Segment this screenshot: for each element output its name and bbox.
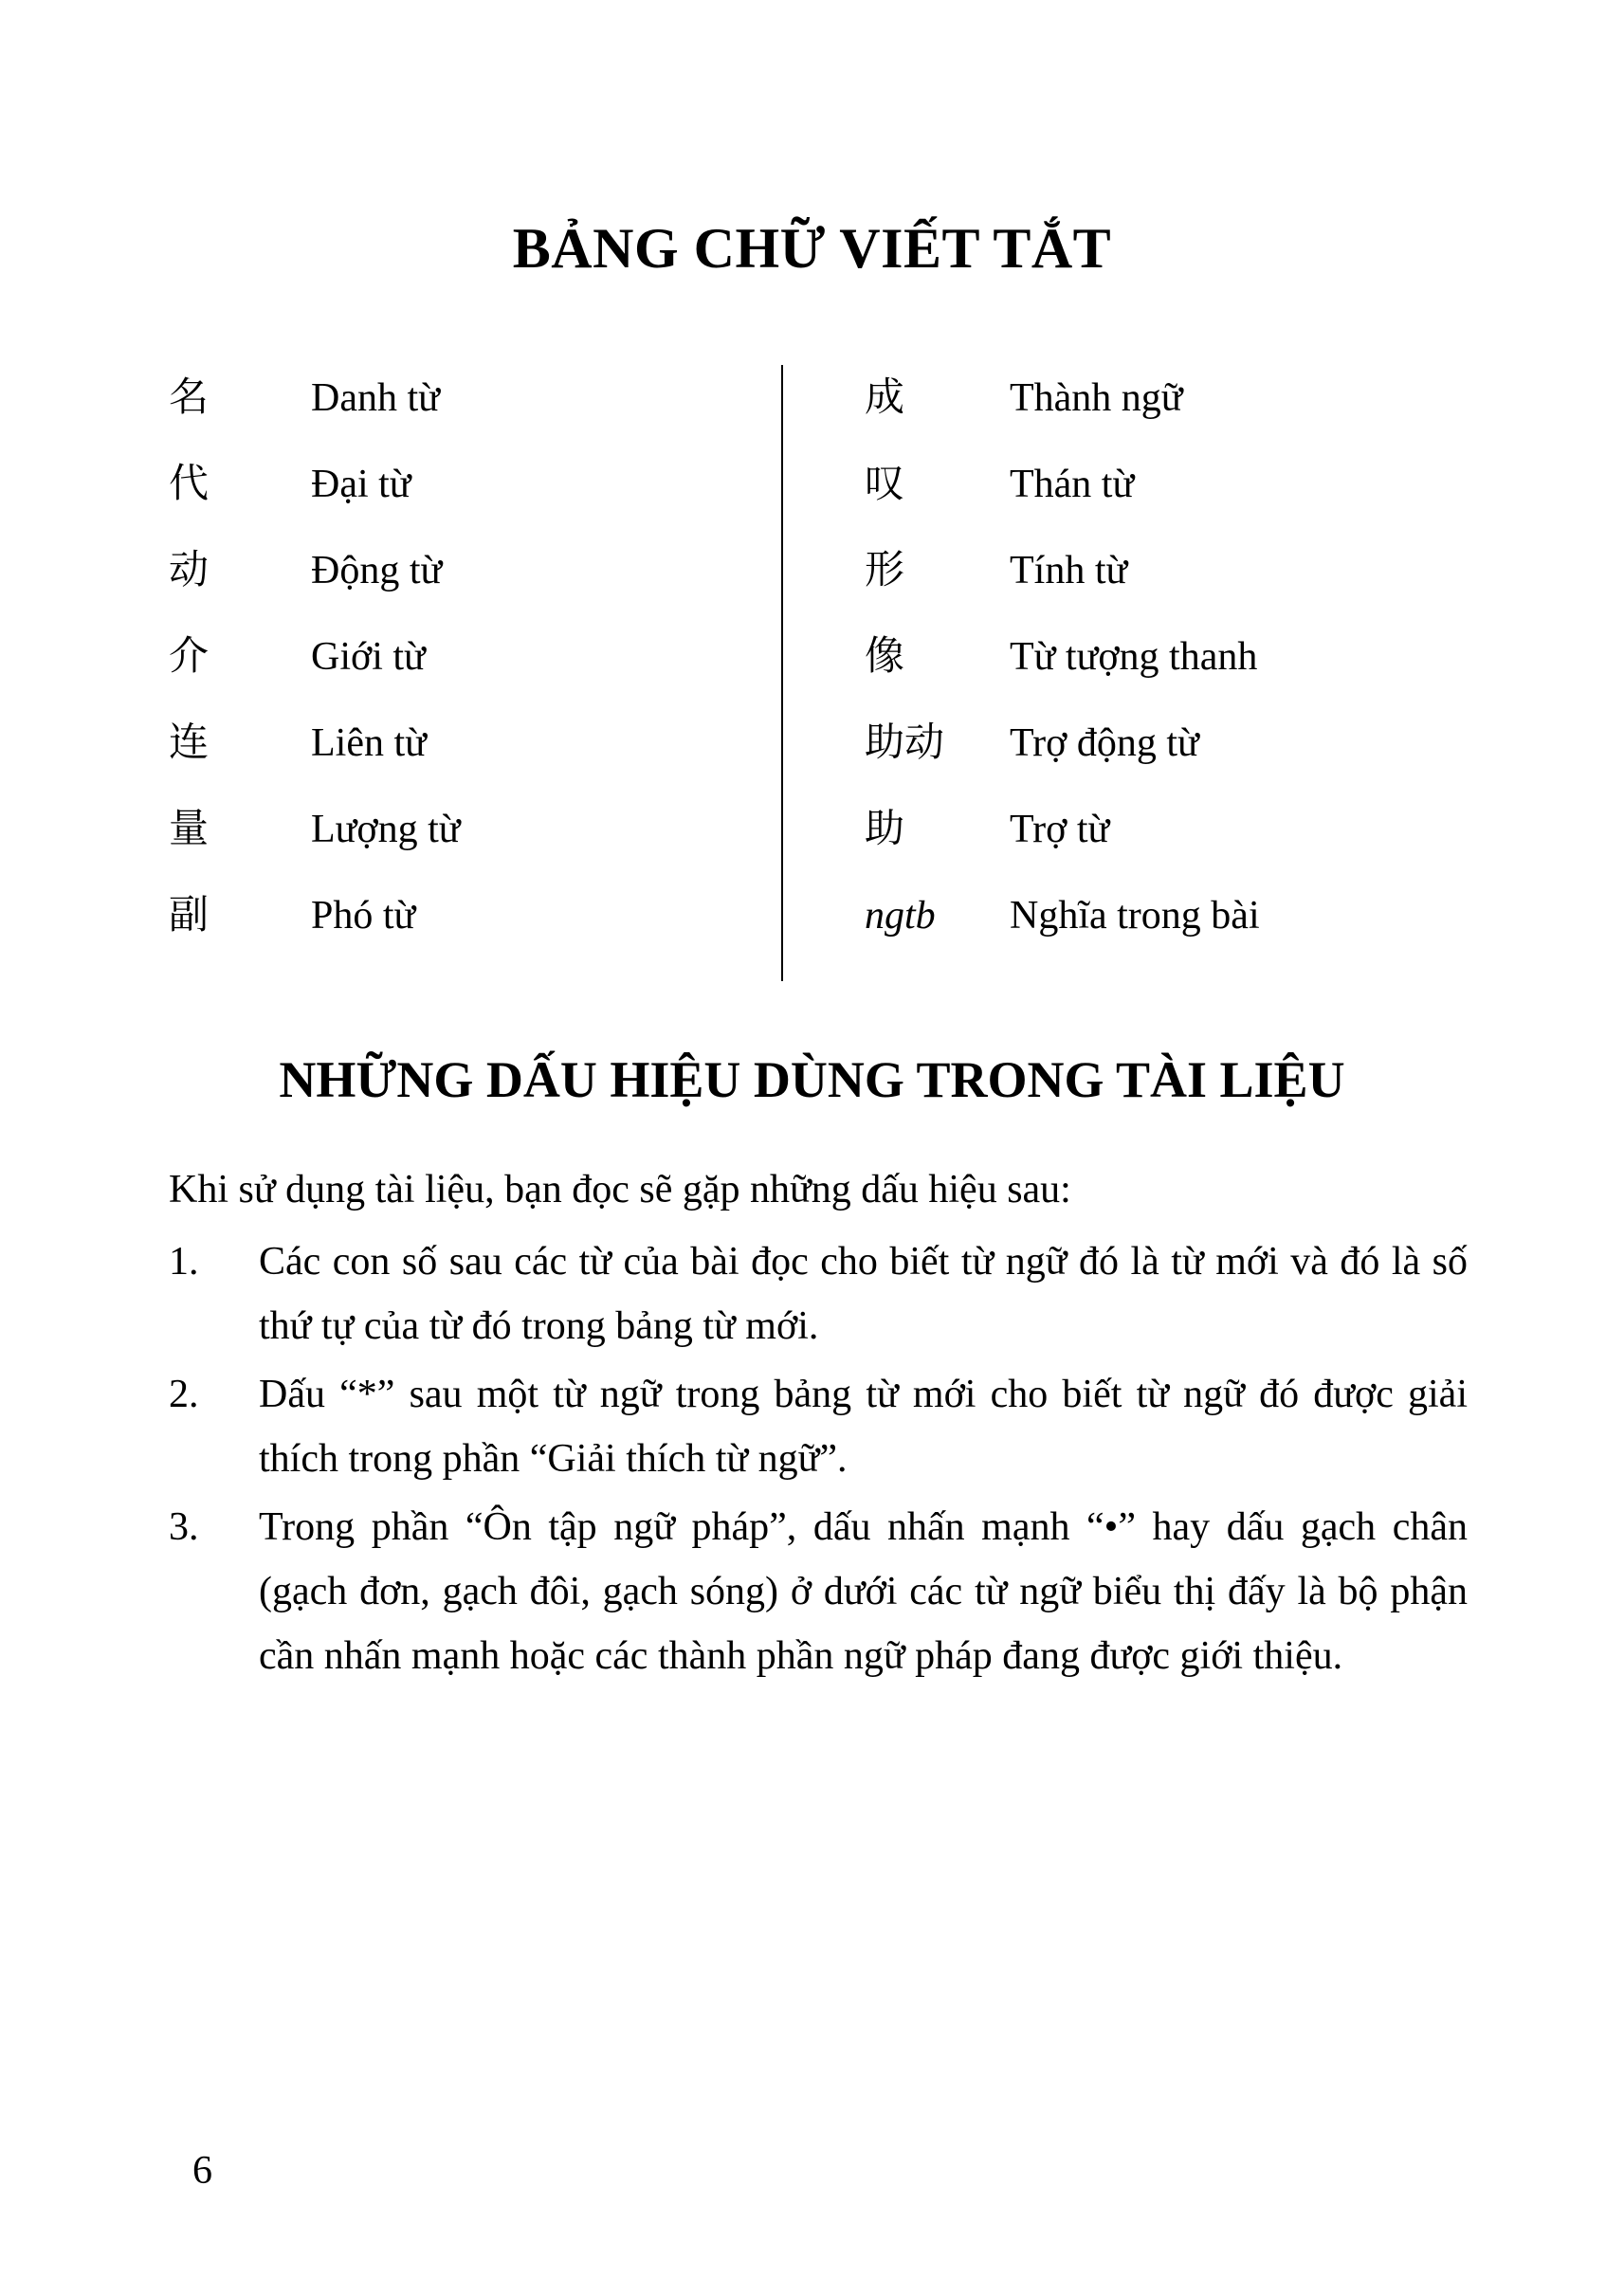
list-item-text: Các con số sau các từ của bài đọc cho biết từ ngữ đó là từ mới và đó là số thứ tự của từ đó trong bảng từ mới. xyxy=(259,1240,1468,1348)
abbreviation-table-title: BẢNG CHỮ VIẾT TẮT xyxy=(512,217,1112,280)
abbreviation-meaning: Tính từ xyxy=(1010,549,1128,592)
abbreviation-meaning: Lượng từ xyxy=(311,808,461,851)
abbreviation-symbol: 介 xyxy=(169,635,210,679)
symbols-section-title: NHỮNG DẤU HIỆU DÙNG TRONG TÀI LIỆU xyxy=(279,1051,1345,1108)
abbreviation-meaning: Trợ từ xyxy=(1010,808,1110,851)
list-item xyxy=(169,1229,1468,1362)
abbreviation-meaning: Phó từ xyxy=(311,894,416,938)
abbreviation-meaning: Đại từ xyxy=(311,463,411,506)
abbreviation-meaning: Thành ngữ xyxy=(1010,376,1183,420)
abbreviation-meaning: Liên từ xyxy=(311,721,427,765)
abbreviation-symbol: 量 xyxy=(169,808,210,851)
abbreviation-meaning: Trợ động từ xyxy=(1010,721,1199,765)
column-divider xyxy=(781,365,783,981)
abbreviation-meaning: Danh từ xyxy=(311,376,440,420)
abbreviation-meaning: Giới từ xyxy=(311,635,426,679)
abbreviation-symbol: 连 xyxy=(169,721,210,765)
abbreviation-symbol: 助动 xyxy=(865,721,945,765)
abbreviation-meaning: Nghĩa trong bài xyxy=(1010,894,1260,938)
abbreviation-symbol: 动 xyxy=(169,549,210,592)
list-item-text: Trong phần “Ôn tập ngữ pháp”, dấu nhấn mạnh “•” hay dấu gạch chân (gạch đơn, gạch đôi, gạch sóng) ở dưới các từ ngữ biểu thị đấy là bộ phận cần nhấn mạnh hoặc các thành phần ngữ pháp đang được giới thiệu. xyxy=(259,1505,1468,1678)
abbreviation-symbol: 助 xyxy=(865,808,905,851)
abbreviation-symbol: 形 xyxy=(865,549,905,592)
list-item xyxy=(169,1495,1468,1760)
abbreviation-symbol: 像 xyxy=(865,635,905,679)
intro-paragraph: Khi sử dụng tài liệu, bạn đọc sẽ gặp những dấu hiệu sau: xyxy=(169,1168,1071,1211)
abbreviation-symbol: 成 xyxy=(865,376,905,420)
abbreviation-symbol: 叹 xyxy=(865,463,905,506)
abbreviation-meaning: Từ tượng thanh xyxy=(1010,635,1258,679)
list-item-text: Dấu “*” sau một từ ngữ trong bảng từ mới cho biết từ ngữ đó được giải thích trong phần “Giải thích từ ngữ”. xyxy=(259,1373,1468,1481)
abbreviation-symbol: ngtb xyxy=(865,894,936,938)
abbreviation-symbol: 代 xyxy=(169,463,210,506)
list-item-number: 1. xyxy=(169,1240,199,1284)
abbreviation-meaning: Thán từ xyxy=(1010,463,1135,506)
abbreviation-symbol: 名 xyxy=(169,376,210,420)
list-item-number: 2. xyxy=(169,1373,199,1416)
list-item xyxy=(169,1362,1468,1495)
page-number: 6 xyxy=(192,2149,212,2193)
abbreviation-meaning: Động từ xyxy=(311,549,443,592)
abbreviation-symbol: 副 xyxy=(169,894,210,938)
list-item-number: 3. xyxy=(169,1505,199,1549)
